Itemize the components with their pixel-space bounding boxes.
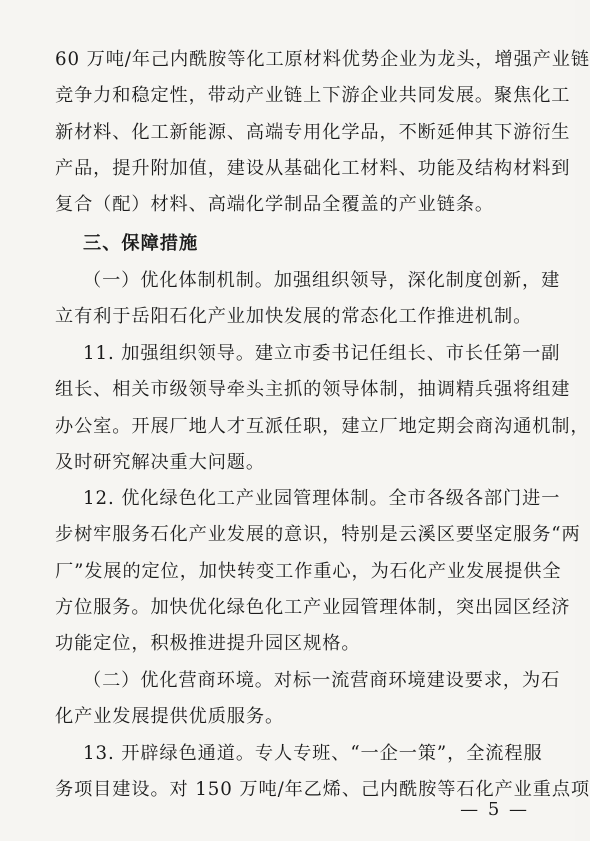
text-line: 60 万吨/年己内酰胺等化工原材料优势企业为龙头，增强产业链 bbox=[55, 49, 590, 70]
text-line: 功能定位，积极推进提升园区规格。 bbox=[55, 633, 361, 655]
text-line: 立有利于岳阳石化产业加快发展的常态化工作推进机制。 bbox=[55, 306, 533, 328]
text-line: 化产业发展提供优质服务。 bbox=[55, 706, 285, 728]
text-line: 方位服务。加快优化绿色化工产业园管理体制，突出园区经济 bbox=[55, 596, 571, 618]
text-line: 务项目建设。对 150 万吨/年乙烯、己内酰胺等石化产业重点项 bbox=[55, 779, 590, 801]
text-line: 竞争力和稳定性，带动产业链上下游企业共同发展。聚焦化工 bbox=[55, 85, 571, 107]
text-line: 步树牢服务石化产业发展的意识，特别是云溪区要坚定服务“两 bbox=[55, 524, 581, 546]
subsection-2-paragraph bbox=[55, 663, 561, 736]
text-line: 厂”发展的定位，加快转变工作重心，为石化产业发展提供全 bbox=[55, 560, 562, 582]
item-11-paragraph bbox=[55, 336, 590, 481]
text-line: （二）优化营商环境。对标一流营商环境建设要求，为石 bbox=[83, 670, 561, 691]
text-line: 组长、相关市级领导牵头主抓的领导体制，抽调精兵强将组建 bbox=[55, 379, 571, 401]
text-line: （一）优化体制机制。加强组织领导，深化制度创新，建 bbox=[83, 270, 561, 291]
text-line: 11. 加强组织领导。建立市委书记任组长、市长任第一副 bbox=[83, 343, 561, 364]
item-12-paragraph bbox=[55, 481, 581, 662]
text-line: 办公室。开展厂地人才互派任职，建立厂地定期会商沟通机制， bbox=[55, 415, 590, 437]
text-line: 产品，提升附加值，建设从基础化工材料、功能及结构材料到 bbox=[55, 157, 571, 179]
intro-paragraph bbox=[55, 42, 590, 223]
page-number: — 5 — bbox=[460, 799, 529, 820]
text-line: 新材料、化工新能源、高端专用化学品，不断延伸其下游衍生 bbox=[55, 121, 571, 143]
section-heading: 三、保障措施 bbox=[83, 233, 199, 254]
item-13-paragraph bbox=[55, 736, 590, 809]
text-line: 13. 开辟绿色通道。专人专班、“一企一策”，全流程服 bbox=[83, 743, 543, 764]
text-line: 复合（配）材料、高端化学制品全覆盖的产业链条。 bbox=[55, 194, 495, 216]
text-line: 12. 优化绿色化工产业园管理体制。全市各级各部门进一 bbox=[83, 488, 561, 509]
text-line: 及时研究解决重大问题。 bbox=[55, 451, 265, 473]
subsection-1-paragraph bbox=[55, 263, 561, 336]
